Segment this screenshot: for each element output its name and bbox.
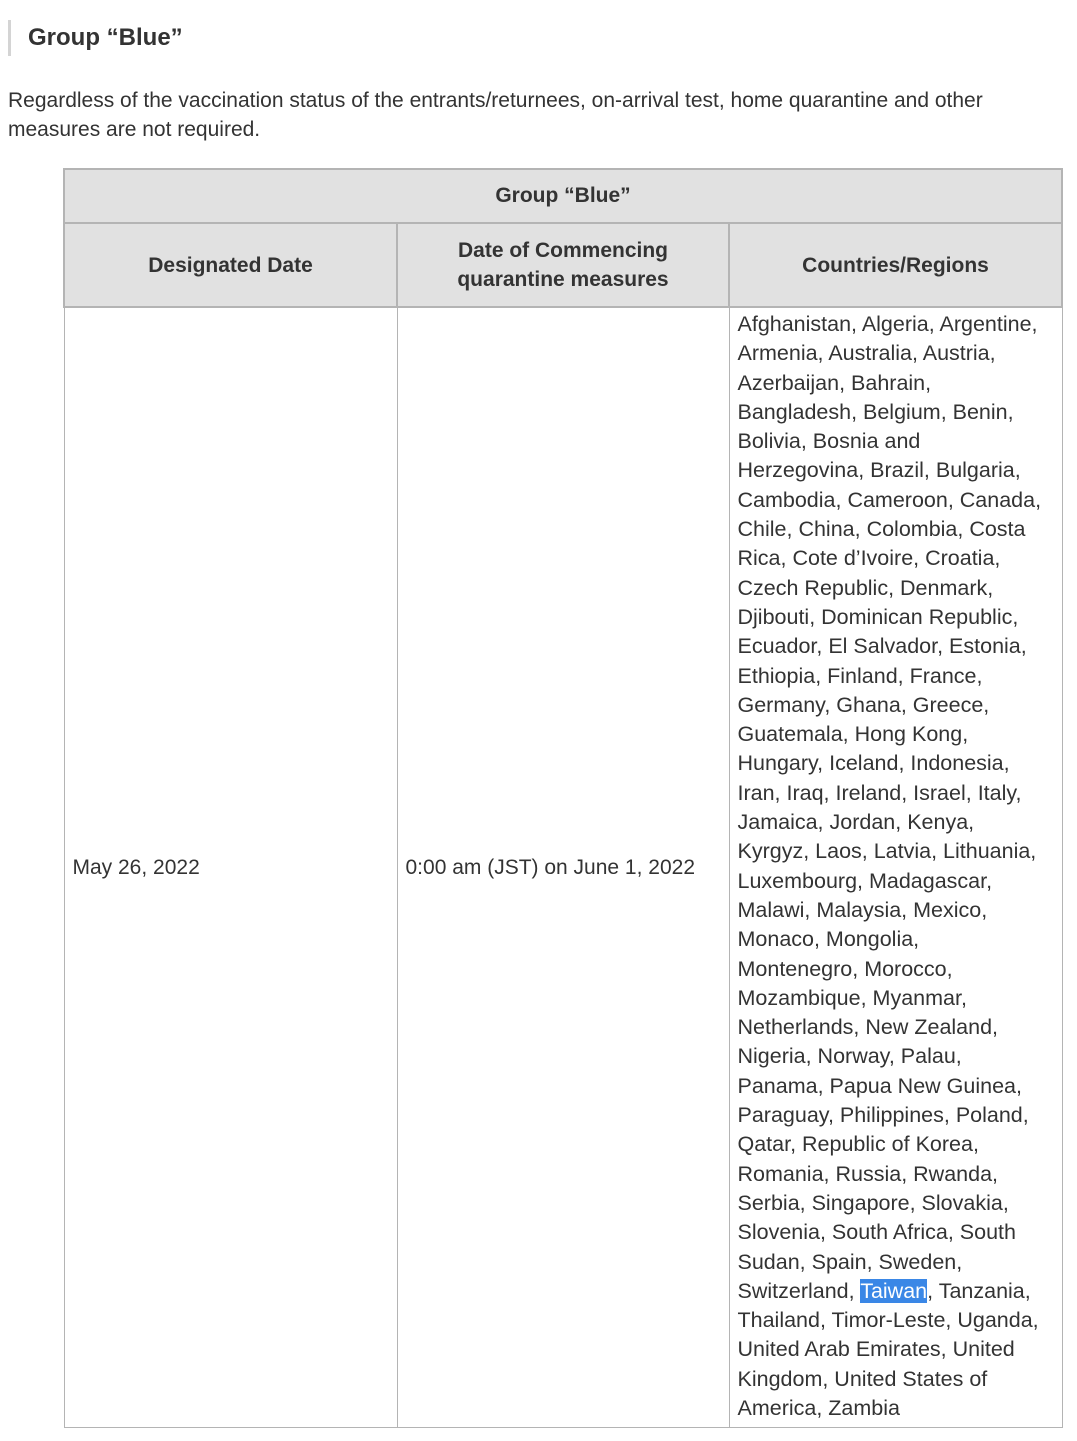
countries-cell [729,307,1062,1428]
country-line: America, Zambia [737,1395,900,1420]
country-line: Mozambique, Myanmar, [737,985,967,1010]
country-line: Rica, Cote d’Ivoire, Croatia, [737,546,1001,571]
country-line: Netherlands, New Zealand, [737,1015,999,1040]
intro-paragraph: Regardless of the vaccination status of the entrants/returnees, on-arrival test, home quarantine and other measures are not required. [8,89,983,141]
country-line: Malawi, Malaysia, Mexico, [737,897,988,922]
country-line: Djibouti, Dominican Republic, [737,604,1019,629]
commencing-date-cell: 0:00 am (JST) on June 1, 2022 [397,307,729,1428]
group-blue-table [63,168,1063,1428]
country-line: Armenia, Australia, Austria, [737,341,996,366]
country-line: Serbia, Singapore, Slovakia, [737,1190,1009,1215]
country-line-highlighted [738,1277,1056,1306]
country-line: Guatemala, Hong Kong, [737,722,969,747]
country-line: Paraguay, Philippines, Poland, [737,1103,1029,1128]
country-line: Romania, Russia, Rwanda, [737,1161,999,1186]
column-header-commencing-line1: Date of Commencing [457,239,669,262]
country-line: Chile, China, Colombia, Costa [737,517,1026,542]
country-line: Kyrgyz, Laos, Latvia, Lithuania, [737,839,1037,864]
country-line: United Arab Emirates, United [737,1337,1015,1362]
countries-list-continued [738,1306,1056,1423]
country-line: Panama, Papua New Guinea, [737,1073,1022,1098]
country-line: Cambodia, Cameroon, Canada, [737,487,1042,512]
column-header-countries: Countries/Regions [729,223,1062,307]
country-line: Jamaica, Jordan, Kenya, [737,810,975,835]
country-line: Herzegovina, Brazil, Bulgaria, [737,458,1021,483]
country-line: Slovenia, South Africa, South [737,1220,1016,1245]
highlight-before: Switzerland, [737,1278,861,1303]
country-line: Bangladesh, Belgium, Benin, [737,399,1014,424]
country-line: Kingdom, United States of [737,1366,988,1391]
table-row [64,307,1062,1428]
country-line: Nigeria, Norway, Palau, [737,1044,962,1069]
country-line: Luxembourg, Madagascar, [737,868,993,893]
country-line: Iran, Iraq, Ireland, Israel, Italy, [737,780,1022,805]
countries-list [738,310,1056,1277]
column-header-designated-date: Designated Date [64,223,397,307]
country-line: Bolivia, Bosnia and [737,429,921,454]
country-line: Montenegro, Morocco, [737,956,953,981]
country-line: Czech Republic, Denmark, [737,575,994,600]
table-group-title: Group “Blue” [64,169,1062,223]
country-line: Monaco, Mongolia, [737,927,920,952]
country-line: Thailand, Timor-Leste, Uganda, [737,1308,1039,1333]
column-header-commencing-line2: quarantine measures [457,268,669,291]
country-line: Afghanistan, Algeria, Argentine, [737,312,1038,336]
country-line: Azerbaijan, Bahrain, [737,370,932,395]
column-header-commencing-date [397,223,729,307]
selected-text-taiwan[interactable]: Taiwan [860,1278,928,1303]
designated-date-cell: May 26, 2022 [64,307,397,1428]
country-line: Qatar, Republic of Korea, [737,1132,979,1157]
section-heading: Group “Blue” [8,20,183,56]
country-line: Hungary, Iceland, Indonesia, [737,751,1010,776]
country-line: Ethiopia, Finland, France, [737,663,983,688]
country-line: Sudan, Spain, Sweden, [737,1249,963,1274]
highlight-after: , Tanzania, [927,1278,1031,1303]
country-line: Ecuador, El Salvador, Estonia, [737,634,1027,659]
country-line: Germany, Ghana, Greece, [737,692,990,717]
